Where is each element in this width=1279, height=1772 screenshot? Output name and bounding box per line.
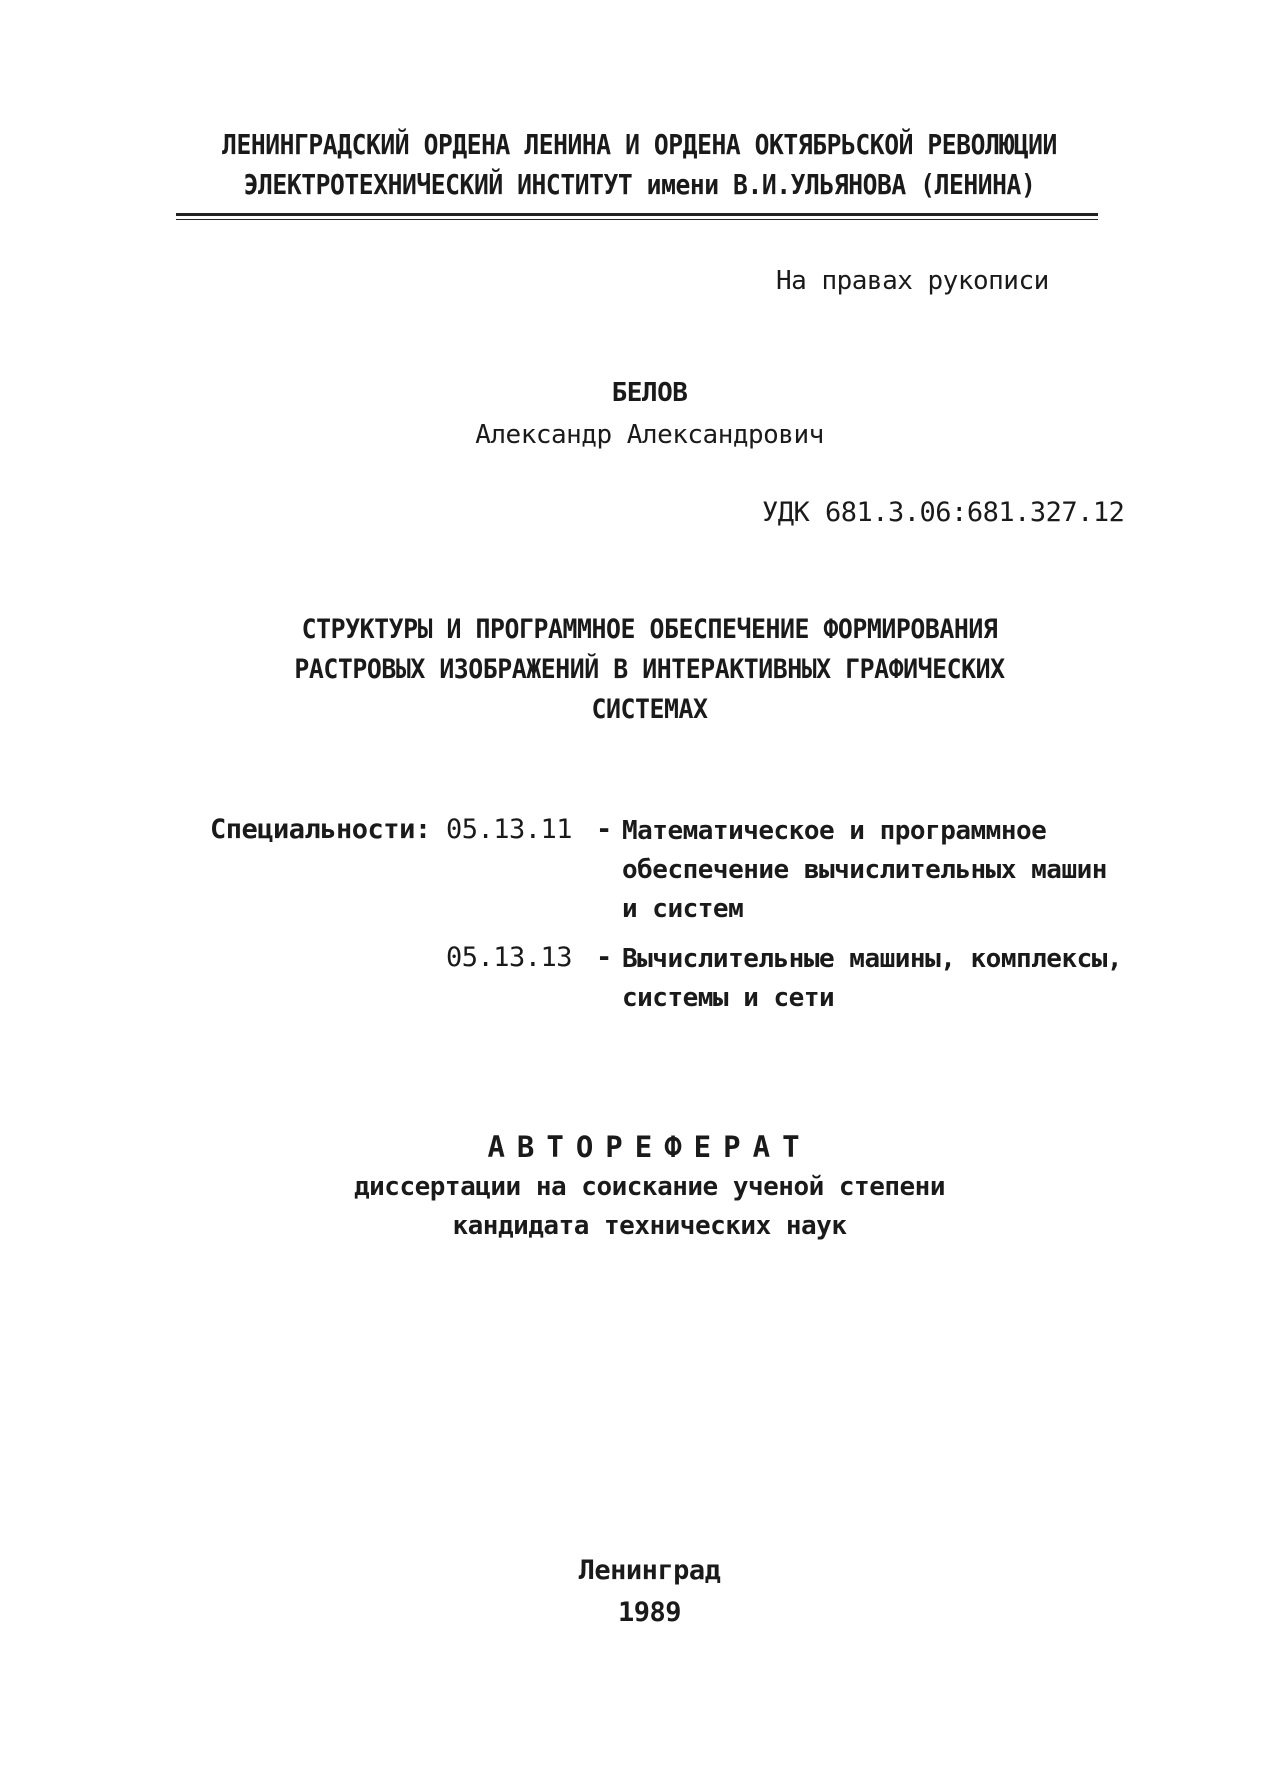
specialty-dash: - (596, 814, 612, 845)
udc-code: УДК 681.3.06:681.327.12 (762, 497, 1125, 528)
publication-city: Ленинград (578, 1555, 721, 1586)
abstract-subtitle-line-1: диссертации на соискание ученой степени (354, 1172, 945, 1202)
specialty-description-line: Вычислительные машины, комплексы, (622, 944, 1123, 974)
header-divider-thin (176, 219, 1098, 220)
publication-year: 1989 (617, 1597, 682, 1628)
abstract-subtitle-line-2: кандидата технических наук (452, 1211, 847, 1241)
specialty-code: 05.13.13 (446, 942, 573, 973)
dissertation-title-line-2: РАСТРОВЫХ ИЗОБРАЖЕНИЙ В ИНТЕРАКТИВНЫХ ГРАФИЧЕСКИХ (294, 654, 1005, 685)
specialty-description-line: Математическое и программное (622, 816, 1047, 846)
abstract-heading: АВТОРЕФЕРАТ (487, 1130, 812, 1164)
specialty-description (622, 812, 1107, 929)
author-surname: БЕЛОВ (611, 378, 688, 408)
specialty-description (622, 940, 1122, 1018)
specialty-description-line: системы и сети (622, 983, 835, 1013)
specialty-description-line: обеспечение вычислительных машин (622, 855, 1107, 885)
dissertation-title-line-1: СТРУКТУРЫ И ПРОГРАММНОЕ ОБЕСПЕЧЕНИЕ ФОРМИРОВАНИЯ (301, 614, 998, 645)
institution-name-line-1: ЛЕНИНГРАДСКИЙ ОРДЕНА ЛЕНИНА И ОРДЕНА ОКТЯБРЬСКОЙ РЕВОЛЮЦИИ (222, 128, 1057, 161)
header-divider (176, 213, 1098, 216)
specialty-dash: - (596, 942, 612, 973)
dissertation-title-line-3: СИСТЕМАХ (591, 694, 708, 725)
institution-name-line-2: ЭЛЕКТРОТЕХНИЧЕСКИЙ ИНСТИТУТ имени В.И.УЛЬЯНОВА (ЛЕНИНА) (243, 168, 1036, 201)
specialties-label: Специальности: (210, 814, 431, 845)
author-full-name: Александр Александрович (475, 420, 824, 450)
specialty-description-line: и систем (622, 894, 744, 924)
specialty-code: 05.13.11 (446, 814, 573, 845)
manuscript-note: На правах рукописи (776, 266, 1049, 296)
